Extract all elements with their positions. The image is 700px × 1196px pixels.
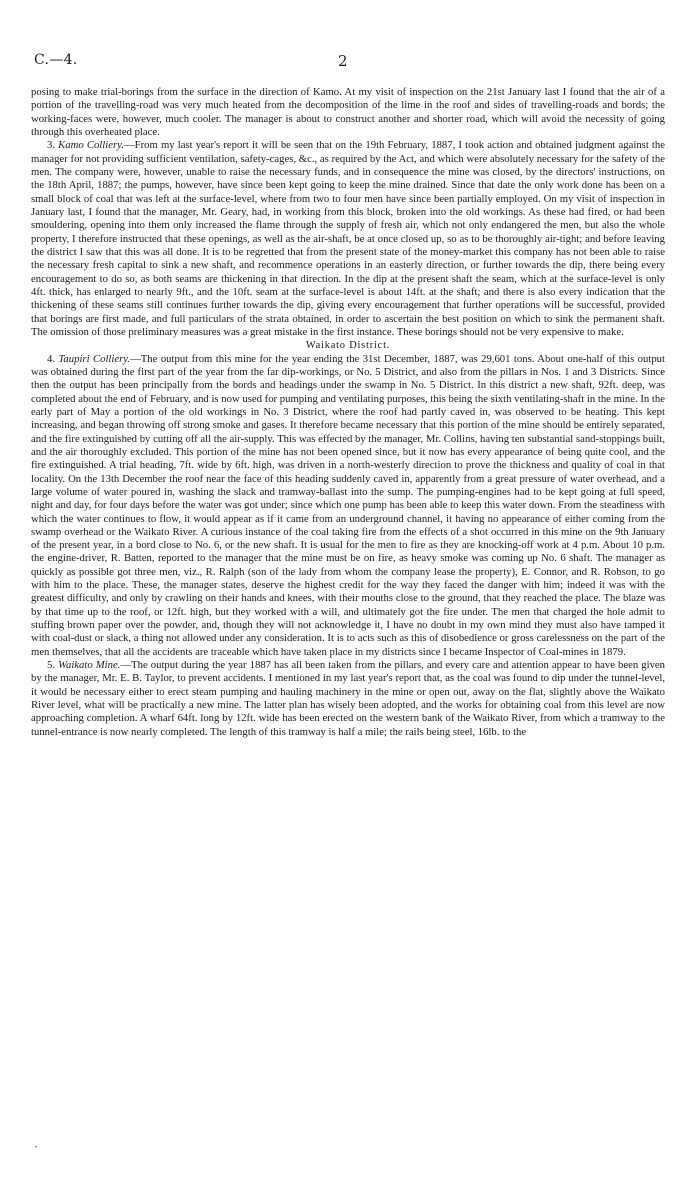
- body-text: [31, 86, 665, 739]
- paragraph-text: —The output during the year 1887 has all been taken from the pillars, and every care and attention appear to have been given by the manager, Mr. E. B. Taylor, to prevent accidents. I mentioned in my last year's report that, as the coal was found to dip under the tunnel-level, it would be necessary either to erect steam pumping and hauling machinery in the mine or open out, away on the flat, slightly above the Waikato River level, what will be practically a new mine. The latter plan has wisely been adopted, and the works for obtaining coal from this level are now approaching completion. A wharf 64ft. long by 12ft. wide has been erected on the western bank of the Waikato River, from which a tramway to the tunnel-entrance is now nearly completed. The length of this tramway is half a mile; the rails being steel, 16lb. to the: [31, 659, 666, 738]
- paragraph-number: 4.: [47, 352, 56, 365]
- paragraph-continuation: posing to make trial-borings from the surface in the direction of Kamo. At my visit of inspection on the 21st January last I found that the air of a portion of the travelling-road was very much heated from the decomposition of the lime in the roof and sides of travelling-roads and bords; the working-faces were, however, much cooler. The manager is about to construct another and shorter road, which will avoid the necessity of going through this overheated place.: [31, 86, 665, 138]
- paragraph-number: 5.: [47, 659, 56, 672]
- mine-name: Waikato Mine.: [58, 659, 121, 672]
- margin-mark: ·: [34, 1140, 38, 1154]
- paragraph-taupiri-colliery: [31, 353, 665, 660]
- paragraph-kamo-colliery: [31, 139, 665, 339]
- colliery-name: Taupiri Colliery.: [58, 352, 131, 365]
- paragraph-text: —The output from this mine for the year ending the 31st December, 1887, was 29,601 tons. About one-half of this output was obtained during the first part of the year from the far dip-workings, or No. 5 District, and also from the pillars in Nos. 1 and 3 Districts. Since then the output has been principally from the bords and headings under the swamp in No. 5 District. In this district a new shaft, 92ft. deep, was completed about the end of February, and is now used for pumping and ventilating purposes, this being the sixth ventilating-shaft in the mine. In the early part of May a portion of the old workings in No. 3 District, where the roof had partly caved in, was observed to be heating. This kept increasing, and began throwing off strong smoke and gases. It therefore became necessary that this portion of the mine should be entirely separated, and the fire extinguished by cutting off all the air-supply. This was effected by the manager, Mr. Collins, having ten substantial sand-stoppings built, and the air thoroughly excluded. This portion of the mine has not been opened since, but it now has every appearance of being quite cool, and the fire extinguished. A trial heading, 7ft. wide by 6ft. high, was driven in a north-westerly direction to prove the thickness and quality of coal in that locality. On the 13th December the roof near the face of this heading suddenly caved in, apparently from a great pressure of water overhead, and a large volume of water poured in, washing the slack and tramway-ballast into the sump. The pumping-engines had to be kept going at full speed, night and day, for four days before the water was got under; since which one pump has been able to keep this water down. From the steadiness with which the water continues to flow, it would appear as if it came from an underground channel, it having no appearance of either coming from the swamp overhead or the Waikato River. A curious instance of the coal taking fire from the effects of a shot occurred in this mine on the 9th January of the present year, in a bord close to No. 6, or the new shaft. It is usual for the men to fire as they are knocking-off work at 4 p.m. About 10 p.m. the engine-driver, R. Batten, reported to the manager that the mine must be on fire, as heavy smoke was coming up No. 6 shaft. The manager as quickly as possible got three men, viz., R. Ralph (son of the lady from whom the company lease the property), E. Connor, and R. Robson, to go with him to the place. These, the manager states, deserve the highest credit for the way they faced the danger with him; indeed it was with the greatest difficulty, and only by crawling on their hands and knees, with their mouths close to the ground, that they reached the place. The blaze was by that time up to the roof, or 12ft. high, but they worked with a will, and ultimately got the fire under. The men that charged the hole admit to stuffing brown paper over the powder, and, though they will not acknowledge it, I have no doubt in my own mind they must also have tamped it with coal-dust or slack, a thing not allowed under any consideration. It is to acts such as this of disobedience or gross carelessness on the part of the men themselves, that all the accidents are traceable which have taken place in my districts since I became Inspector of Coal-mines in 1879.: [31, 352, 665, 658]
- page-number: 2: [338, 52, 348, 70]
- paragraph-waikato-mine: [31, 659, 665, 739]
- section-heading: Waikato District.: [305, 340, 391, 352]
- paragraph-text: —From my last year's report it will be seen that on the 19th February, 1887, I took action and obtained judgment against the manager for not providing sufficient ventilation, safety-cages, &c., as required by the Act, and which were absolutely necessary for the safety of the men. The company were, however, unable to raise the necessary funds, and in consequence the mine was closed, by the directors' instructions, on the 18th April, 1887; the pumps, however, have since been kept going to keep the mine drained. Since that date the only work done has been on a small block of coal that was left at the surface-level, where from two to four men have since been partially employed. On my visit of inspection in January last, I found that the manager, Mr. Geary, had, in working from this block, broken into the old workings. As these had fired, or had been smouldering, opening into them only increased the flame through the supply of fresh air, which not only endangered the men, but also the whole property, I therefore instructed that these openings, as well as the air-shaft, be at once closed up, so as to be thoroughly air-tight; and before leaving the district I saw that this was all done. It is to be regretted that from the present state of the money-market this company has not been able to raise the necessary fresh capital to sink a new shaft, and recommence operations in an easterly direction, or further towards the dip, there being every encouragement to do so, as both seams are thickening in that direction. In the dip at the present shaft the seam, which at the surface-level is only 4ft. thick, has enlarged to nearly 9ft., and the 10ft. seam at the surface-level is about 14ft. at the shaft; and there is also every indication that the thickening of these seams still continues further towards the dip, giving every encouragement that further operations will be successful, provided that borings are first made, and full particulars of the strata obtained, in order to ascertain the best position on which to sink the permanent shaft. The omission of those preliminary measures was a great mistake in the first instance. These borings should not be very expensive to make.: [31, 139, 665, 338]
- document-reference: C.—4.: [34, 52, 78, 68]
- colliery-name: Kamo Colliery.: [58, 139, 124, 152]
- paragraph-number: 3.: [47, 139, 56, 152]
